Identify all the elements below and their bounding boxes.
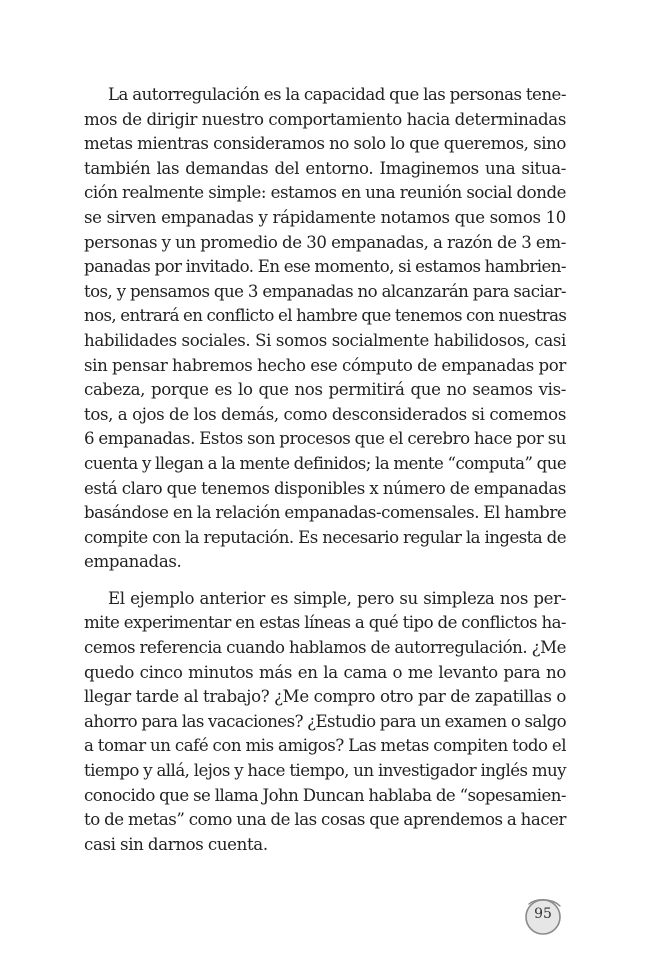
text-line: ción realmente simple: estamos en una reunión social donde	[84, 183, 566, 203]
text-line: llegar tarde al trabajo? ¿Me compro otro par de zapatillas o	[84, 687, 566, 707]
paragraph-1	[84, 83, 566, 575]
text-line: basándose en la relación empanadas-comensales. El hambre	[84, 503, 567, 523]
text-line: nos, entrará en conflicto el hambre que tenemos con nuestras	[84, 306, 567, 326]
text-line: cabeza, porque es lo que nos permitirá que no seamos vis-	[84, 380, 566, 400]
text-line: habilidades sociales. Si somos socialmente habilidosos, casi	[84, 330, 566, 350]
text-line: conocido que se llama John Duncan hablaba de “sopesamien-	[84, 785, 566, 805]
text-line: to de metas” como una de las cosas que aprendemos a hacer	[84, 810, 567, 830]
text-line: panadas por invitado. En ese momento, si estamos hambrien-	[84, 257, 566, 277]
page-number: 95	[534, 906, 552, 922]
text-line: ahorro para las vacaciones? ¿Estudio para un examen o salgo	[84, 711, 567, 731]
text-line: cuenta y llegan a la mente definidos; la mente “computa” que	[84, 453, 567, 473]
text-line: se sirven empanadas y rápidamente notamos que somos 10	[84, 207, 566, 227]
text-line: personas y un promedio de 30 empanadas, a razón de 3 em-	[84, 232, 566, 252]
paragraph-2	[84, 587, 566, 858]
text-line: tiempo y allá, lejos y hace tiempo, un investigador inglés muy	[84, 761, 566, 781]
page-number-badge	[520, 896, 566, 936]
text-line: cemos referencia cuando hablamos de autorregulación. ¿Me	[84, 638, 566, 658]
paragraph-gap	[84, 575, 566, 587]
text-line: tos, a ojos de los demás, como desconsiderados si comemos	[84, 404, 566, 424]
text-line: tos, y pensamos que 3 empanadas no alcanzarán para saciar-	[84, 281, 566, 301]
text-line: El ejemplo anterior es simple, pero su simpleza nos per-	[108, 588, 566, 608]
text-line: sin pensar habremos hecho ese cómputo de empanadas por	[84, 355, 566, 375]
text-line: 6 empanadas. Estos son procesos que el cerebro hace por su	[84, 429, 566, 449]
text-line: compite con la reputación. Es necesario regular la ingesta de	[84, 527, 566, 547]
text-line: también las demandas del entorno. Imaginemos una situa-	[84, 158, 566, 178]
text-line: quedo cinco minutos más en la cama o me levanto para no	[84, 662, 566, 682]
text-line: casi sin darnos cuenta.	[84, 834, 268, 854]
text-line: mos de dirigir nuestro comportamiento hacia determinadas	[84, 109, 566, 129]
page-body	[84, 83, 566, 857]
text-line: mite experimentar en estas líneas a qué tipo de conflictos ha-	[84, 613, 566, 633]
text-line: metas mientras consideramos no solo lo que queremos, sino	[84, 134, 566, 154]
text-line: está claro que tenemos disponibles x número de empanadas	[84, 478, 566, 498]
text-line: La autorregulación es la capacidad que las personas tene-	[108, 85, 566, 104]
text-line: a tomar un café con mis amigos? Las metas compiten todo el	[84, 736, 567, 756]
text-line: empanadas.	[84, 552, 182, 572]
